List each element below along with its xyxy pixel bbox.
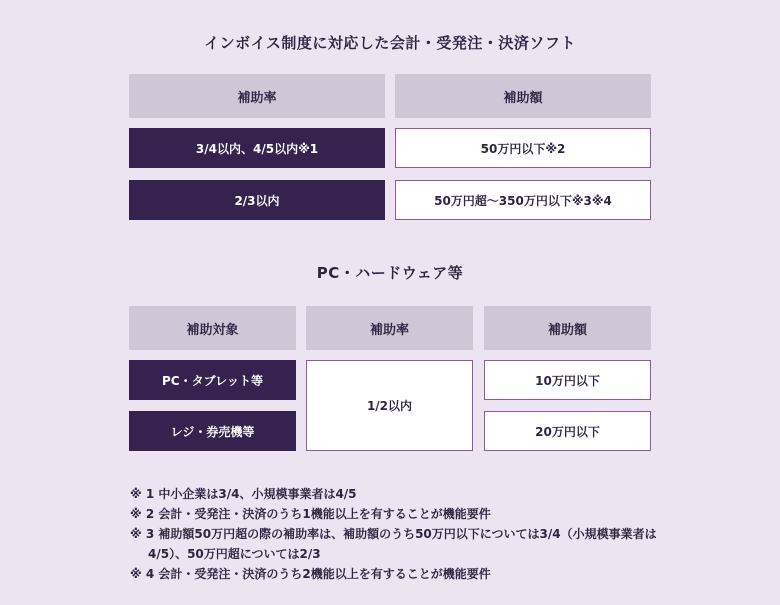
note-3: ※ 3 補助額50万円超の際の補助率は、補助額のうち50万円以下については3/4（小規模事業者は [130, 527, 657, 541]
header-rate-2: 補助率 [306, 306, 473, 350]
amount-cell-register: 20万円以下 [484, 411, 651, 451]
header-amount: 補助額 [395, 74, 651, 118]
note-1: ※ 1 中小企業は3/4、小規模事業者は4/5 [130, 487, 357, 501]
note-2: ※ 2 会計・受発注・決済のうち1機能以上を有することが機能要件 [130, 507, 491, 521]
amount-cell-pc: 10万円以下 [484, 360, 651, 400]
target-cell-register: レジ・券売機等 [129, 411, 296, 451]
notes [130, 484, 670, 584]
note-4: ※ 4 会計・受発注・決済のうち2機能以上を有することが機能要件 [130, 567, 491, 581]
section1-title: インボイス制度に対応した会計・受発注・決済ソフト [204, 34, 576, 52]
target-cell-pc: PC・タブレット等 [129, 360, 296, 400]
rate-cell-2: 2/3以内 [129, 180, 385, 220]
amount-cell-2: 50万円超～350万円以下※3※4 [395, 180, 651, 220]
note-3-continued: 4/5）、50万円超については2/3 [148, 547, 321, 561]
header-target: 補助対象 [129, 306, 296, 350]
rate-cell-shared: 1/2以内 [306, 360, 473, 451]
amount-cell-1: 50万円以下※2 [395, 128, 651, 168]
rate-cell-1: 3/4以内、4/5以内※1 [129, 128, 385, 168]
header-rate: 補助率 [129, 74, 385, 118]
section2-title: PC・ハードウェア等 [316, 264, 464, 282]
header-amount-2: 補助額 [484, 306, 651, 350]
